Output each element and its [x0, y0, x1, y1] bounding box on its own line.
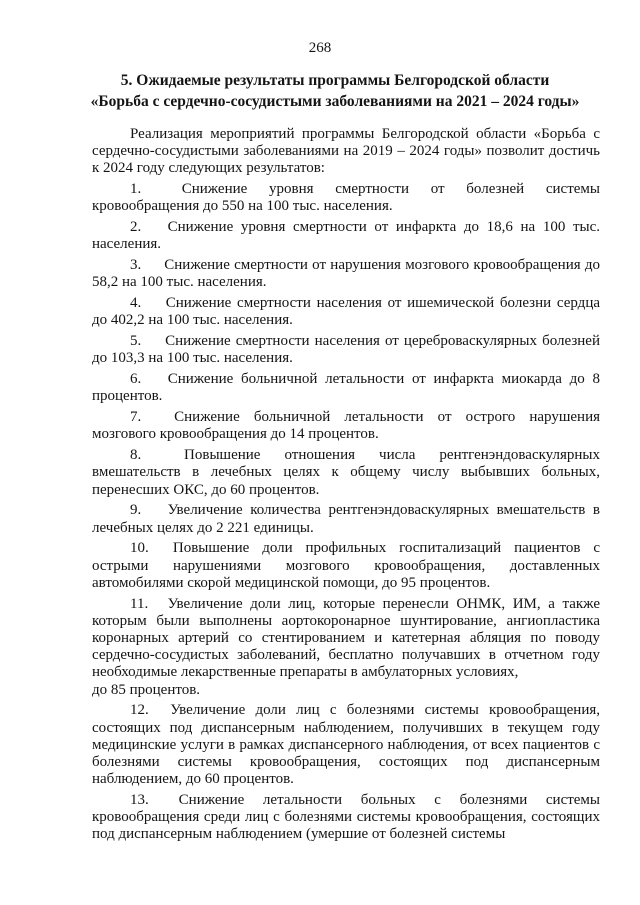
result-item-1	[92, 181, 600, 215]
item-number: 1.	[130, 181, 142, 198]
result-item-2	[92, 219, 600, 253]
item-number: 4.	[130, 295, 142, 312]
item-number: 13.	[130, 792, 149, 809]
result-item-13	[92, 792, 600, 844]
document-body	[92, 126, 600, 847]
item-text: Увеличение доли лиц с болезнями системы кровообращения, состоящих под диспансерным наблюдением, получивших в текущем году медицинские услуги в рамках диспансерного наблюдения, от всех пациентов с болезнями системы кровообращения, состоящих под диспансерным наблюдением, до 60 процентов.	[92, 702, 600, 788]
item-number: 9.	[130, 502, 142, 519]
item-text: Снижение уровня смертности от инфаркта до 18,6 на 100 тыс. населения.	[92, 219, 601, 253]
item-text: Снижение летальности больных с болезнями системы кровообращения среди лиц с болезнями системы кровообращения, состоящих под диспансерным наблюдением (умершие от болезней системы	[92, 792, 601, 843]
result-item-5	[92, 333, 600, 367]
section-title	[70, 70, 600, 112]
item-number: 8.	[130, 447, 142, 464]
result-item-8	[92, 447, 600, 499]
result-item-11-continuation: до 85 процентов.	[92, 681, 201, 698]
item-text: Снижение уровня смертности от болезней системы кровообращения до 550 на 100 тыс. населения.	[92, 181, 600, 215]
result-item-10	[92, 540, 600, 592]
page-number: 268	[308, 40, 332, 56]
result-item-12	[92, 702, 600, 788]
item-text: Повышение доли профильных госпитализаций пациентов с острыми нарушениями мозгового кровообращения, доставленных автомобилями скорой медицинской помощи, до 95 процентов.	[92, 540, 600, 591]
item-text: Снижение больничной летальности от инфаркта миокарда до 8 процентов.	[92, 371, 600, 405]
result-item-3	[92, 257, 600, 291]
item-number: 12.	[130, 702, 149, 719]
result-item-6	[92, 371, 600, 405]
item-number: 5.	[130, 333, 142, 350]
item-text: Снижение смертности от нарушения мозгового кровообращения до 58,2 на 100 тыс. населения.	[92, 257, 601, 291]
intro-paragraph: Реализация мероприятий программы Белгородской области «Борьба с сердечно-сосудистыми заболеваниями на 2019 – 2024 годы» позволит достичь к 2024 году следующих результатов:	[92, 126, 600, 177]
item-number: 6.	[130, 371, 142, 388]
item-number: 10.	[130, 540, 149, 557]
item-number: 2.	[130, 219, 142, 236]
result-item-9	[92, 502, 600, 536]
section-title-line-1: 5. Ожидаемые результаты программы Белгородской области	[120, 72, 550, 89]
item-text: Снижение смертности населения от цереброваскулярных болезней до 103,3 на 100 тыс. населения.	[92, 333, 600, 367]
result-item-11	[92, 596, 600, 682]
section-title-line-2: «Борьба с сердечно-сосудистыми заболеваниями на 2021 – 2024 годы»	[90, 93, 580, 110]
item-number: 3.	[130, 257, 142, 274]
item-number: 7.	[130, 409, 142, 426]
item-text: Снижение смертности населения от ишемической болезни сердца до 402,2 на 100 тыс. населения.	[92, 295, 600, 329]
result-item-4	[92, 295, 600, 329]
item-text: Повышение отношения числа рентгенэндоваскулярных вмешательств в лечебных целях к общему числу выбывших больных, перенесших ОКС, до 60 процентов.	[92, 447, 601, 498]
item-text: Снижение больничной летальности от острого нарушения мозгового кровообращения до 14 процентов.	[92, 409, 601, 443]
result-item-7	[92, 409, 600, 443]
item-text: Увеличение количества рентгенэндоваскулярных вмешательств в лечебных целях до 2 221 единицы.	[92, 502, 600, 536]
item-number: 11.	[130, 595, 149, 612]
item-text: Увеличение доли лиц, которые перенесли ОНМК, ИМ, а также которым были выполнены аортокоронарное шунтирование, ангиопластика коронарных артерий со стентированием и катетерная абляция по поводу сердечно-сосудистых заболеваний, бесплатно получавших в отчетном году необходимые лекарственные препараты в амбулаторных условиях,	[92, 595, 600, 681]
